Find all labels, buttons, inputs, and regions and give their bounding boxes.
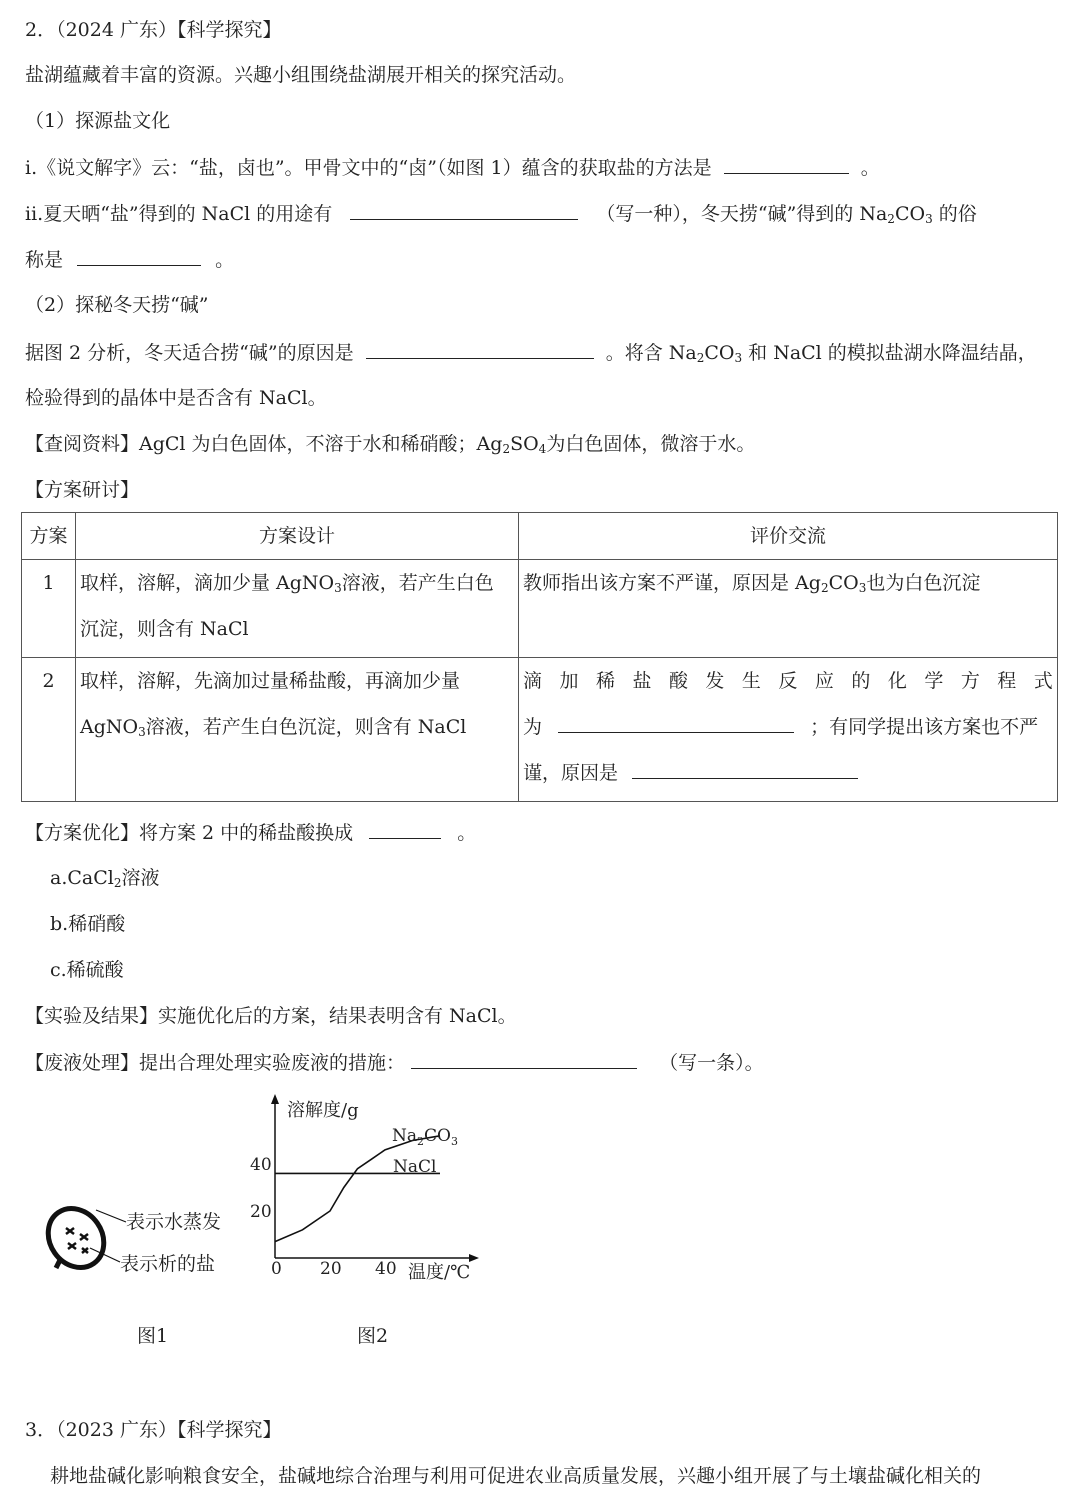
plan-table xyxy=(21,512,1058,802)
answer-blank-optimize[interactable] xyxy=(369,820,441,839)
plan-number: 2 xyxy=(22,658,76,802)
origin-label: 0 xyxy=(271,1259,282,1279)
table-row xyxy=(22,658,1058,802)
choice-a[interactable]: a.CaCl$_2$溶液 xyxy=(50,867,160,890)
plan-evaluation: 教师指出该方案不严谨，原因是 $Ag_2CO_3$也为白色沉淀 xyxy=(519,560,1058,658)
q3-text: 耕地盐碱化影响粮食安全，盐碱地综合治理与利用可促进农业高质量发展，兴趣小组开展了与土壤盐碱化相关的 xyxy=(50,1465,982,1487)
answer-blank-i[interactable] xyxy=(724,155,849,174)
table-row xyxy=(22,560,1058,658)
choice-b[interactable]: b.稀硝酸 xyxy=(50,913,126,935)
x-tick-label: 40 xyxy=(375,1259,397,1279)
choice-c[interactable]: c.稀硫酸 xyxy=(50,959,124,981)
part2-para: 据图 2 分析，冬天适合捞“碱”的原因是 。将含 $Na_2CO_3$ 和 NaCl 的模拟盐湖水降温结晶， xyxy=(25,342,1037,365)
answer-blank-ii-use[interactable] xyxy=(350,201,578,220)
answer-blank-ii-name[interactable] xyxy=(77,247,201,266)
item-ii: ⅱ.夏天晒“盐”得到的 NaCl 的用途有 （写一种），冬天捞“碱”得到的 $Na_2CO_3$ 的俗 xyxy=(25,203,977,226)
q2-intro: 盐湖蕴藏着丰富的资源。兴趣小组围绕盐湖展开相关的探究活动。 xyxy=(25,64,577,86)
experiment-result: 【实验及结果】实施优化后的方案，结果表明含有 NaCl。 xyxy=(25,1005,517,1027)
plan-title: 【方案研讨】 xyxy=(25,479,140,501)
answer-blank-waste[interactable] xyxy=(411,1050,637,1069)
plan-evaluation: 滴 加 稀 盐 酸 发 生 反 应 的 化 学 方 程 式 为 ；有同学提出该方案也不严 谨，原因是 xyxy=(519,658,1058,802)
legend-nacl: NaCl xyxy=(393,1157,437,1177)
table-header-row xyxy=(22,513,1058,560)
fig1-label-salt: 表示析的盐 xyxy=(120,1253,216,1275)
legend-na2co3: $Na_2CO_3$ xyxy=(392,1126,458,1148)
waste-treatment: 【废液处理】提出合理处理实验废液的措施： （写一条）。 xyxy=(25,1052,764,1074)
y-axis-label: 溶解度/g xyxy=(287,1100,359,1121)
q3-heading: 3．（2023 广东）【科学探究】 xyxy=(25,1419,282,1441)
part2-title: （2）探秘冬天捞“碱” xyxy=(25,294,209,316)
lu-outline xyxy=(40,1198,115,1279)
y-tick-label: 40 xyxy=(250,1155,272,1175)
answer-blank-flaw[interactable] xyxy=(632,760,858,779)
part1-title: （1）探源盐文化 xyxy=(25,110,171,132)
plan-number: 1 xyxy=(22,560,76,658)
plan-optimize: 【方案优化】将方案 2 中的稀盐酸换成 。 xyxy=(25,822,477,844)
plan-design: 取样，溶解，先滴加过量稀盐酸，再滴加少量 AgNO$_3$溶液，若产生白色沉淀，则含有 NaCl xyxy=(76,658,519,802)
series-line-na2co3 xyxy=(275,1136,440,1242)
y-tick-label: 20 xyxy=(250,1202,272,1222)
figure-1-lu-character xyxy=(40,1190,240,1285)
equation-prompt: 滴 加 稀 盐 酸 发 生 反 应 的 化 学 方 程 式 xyxy=(523,670,1053,692)
x-tick-label: 20 xyxy=(320,1259,342,1279)
part2-para-cont: 检验得到的晶体中是否含有 NaCl。 xyxy=(25,387,327,409)
answer-blank-reason[interactable] xyxy=(366,340,594,359)
item-ii-cont: 称是 。 xyxy=(25,249,235,271)
fig1-label-evaporation: 表示水蒸发 xyxy=(126,1211,222,1233)
table-header: 评价交流 xyxy=(519,513,1058,560)
reference-info: 【查阅资料】AgCl 为白色固体，不溶于水和稀硝酸；$Ag_2SO_4$为白色固体，微溶于水。 xyxy=(25,433,756,456)
figure-1-caption: 图1 xyxy=(137,1325,169,1347)
y-axis-arrow xyxy=(271,1094,279,1104)
answer-blank-equation[interactable] xyxy=(558,714,794,733)
solubility-chart xyxy=(240,1090,500,1290)
figure-2-caption: 图2 xyxy=(357,1325,389,1347)
table-header: 方案 xyxy=(22,513,76,560)
table-header: 方案设计 xyxy=(76,513,519,560)
item-i: ⅰ.《说文解字》云：“盐，卤也”。甲骨文中的“卤”（如图 1）蕴含的获取盐的方法是 。 xyxy=(25,157,880,179)
x-axis-arrow xyxy=(469,1254,479,1262)
plan-design: 取样，溶解，滴加少量 AgNO$_3$溶液，若产生白色 沉淀，则含有 NaCl xyxy=(76,560,519,658)
q2-heading: 2．（2024 广东）【科学探究】 xyxy=(25,19,282,41)
x-axis-label: 温度/℃ xyxy=(408,1262,471,1283)
leader-line xyxy=(96,1210,126,1222)
lu-stem xyxy=(56,1260,60,1268)
